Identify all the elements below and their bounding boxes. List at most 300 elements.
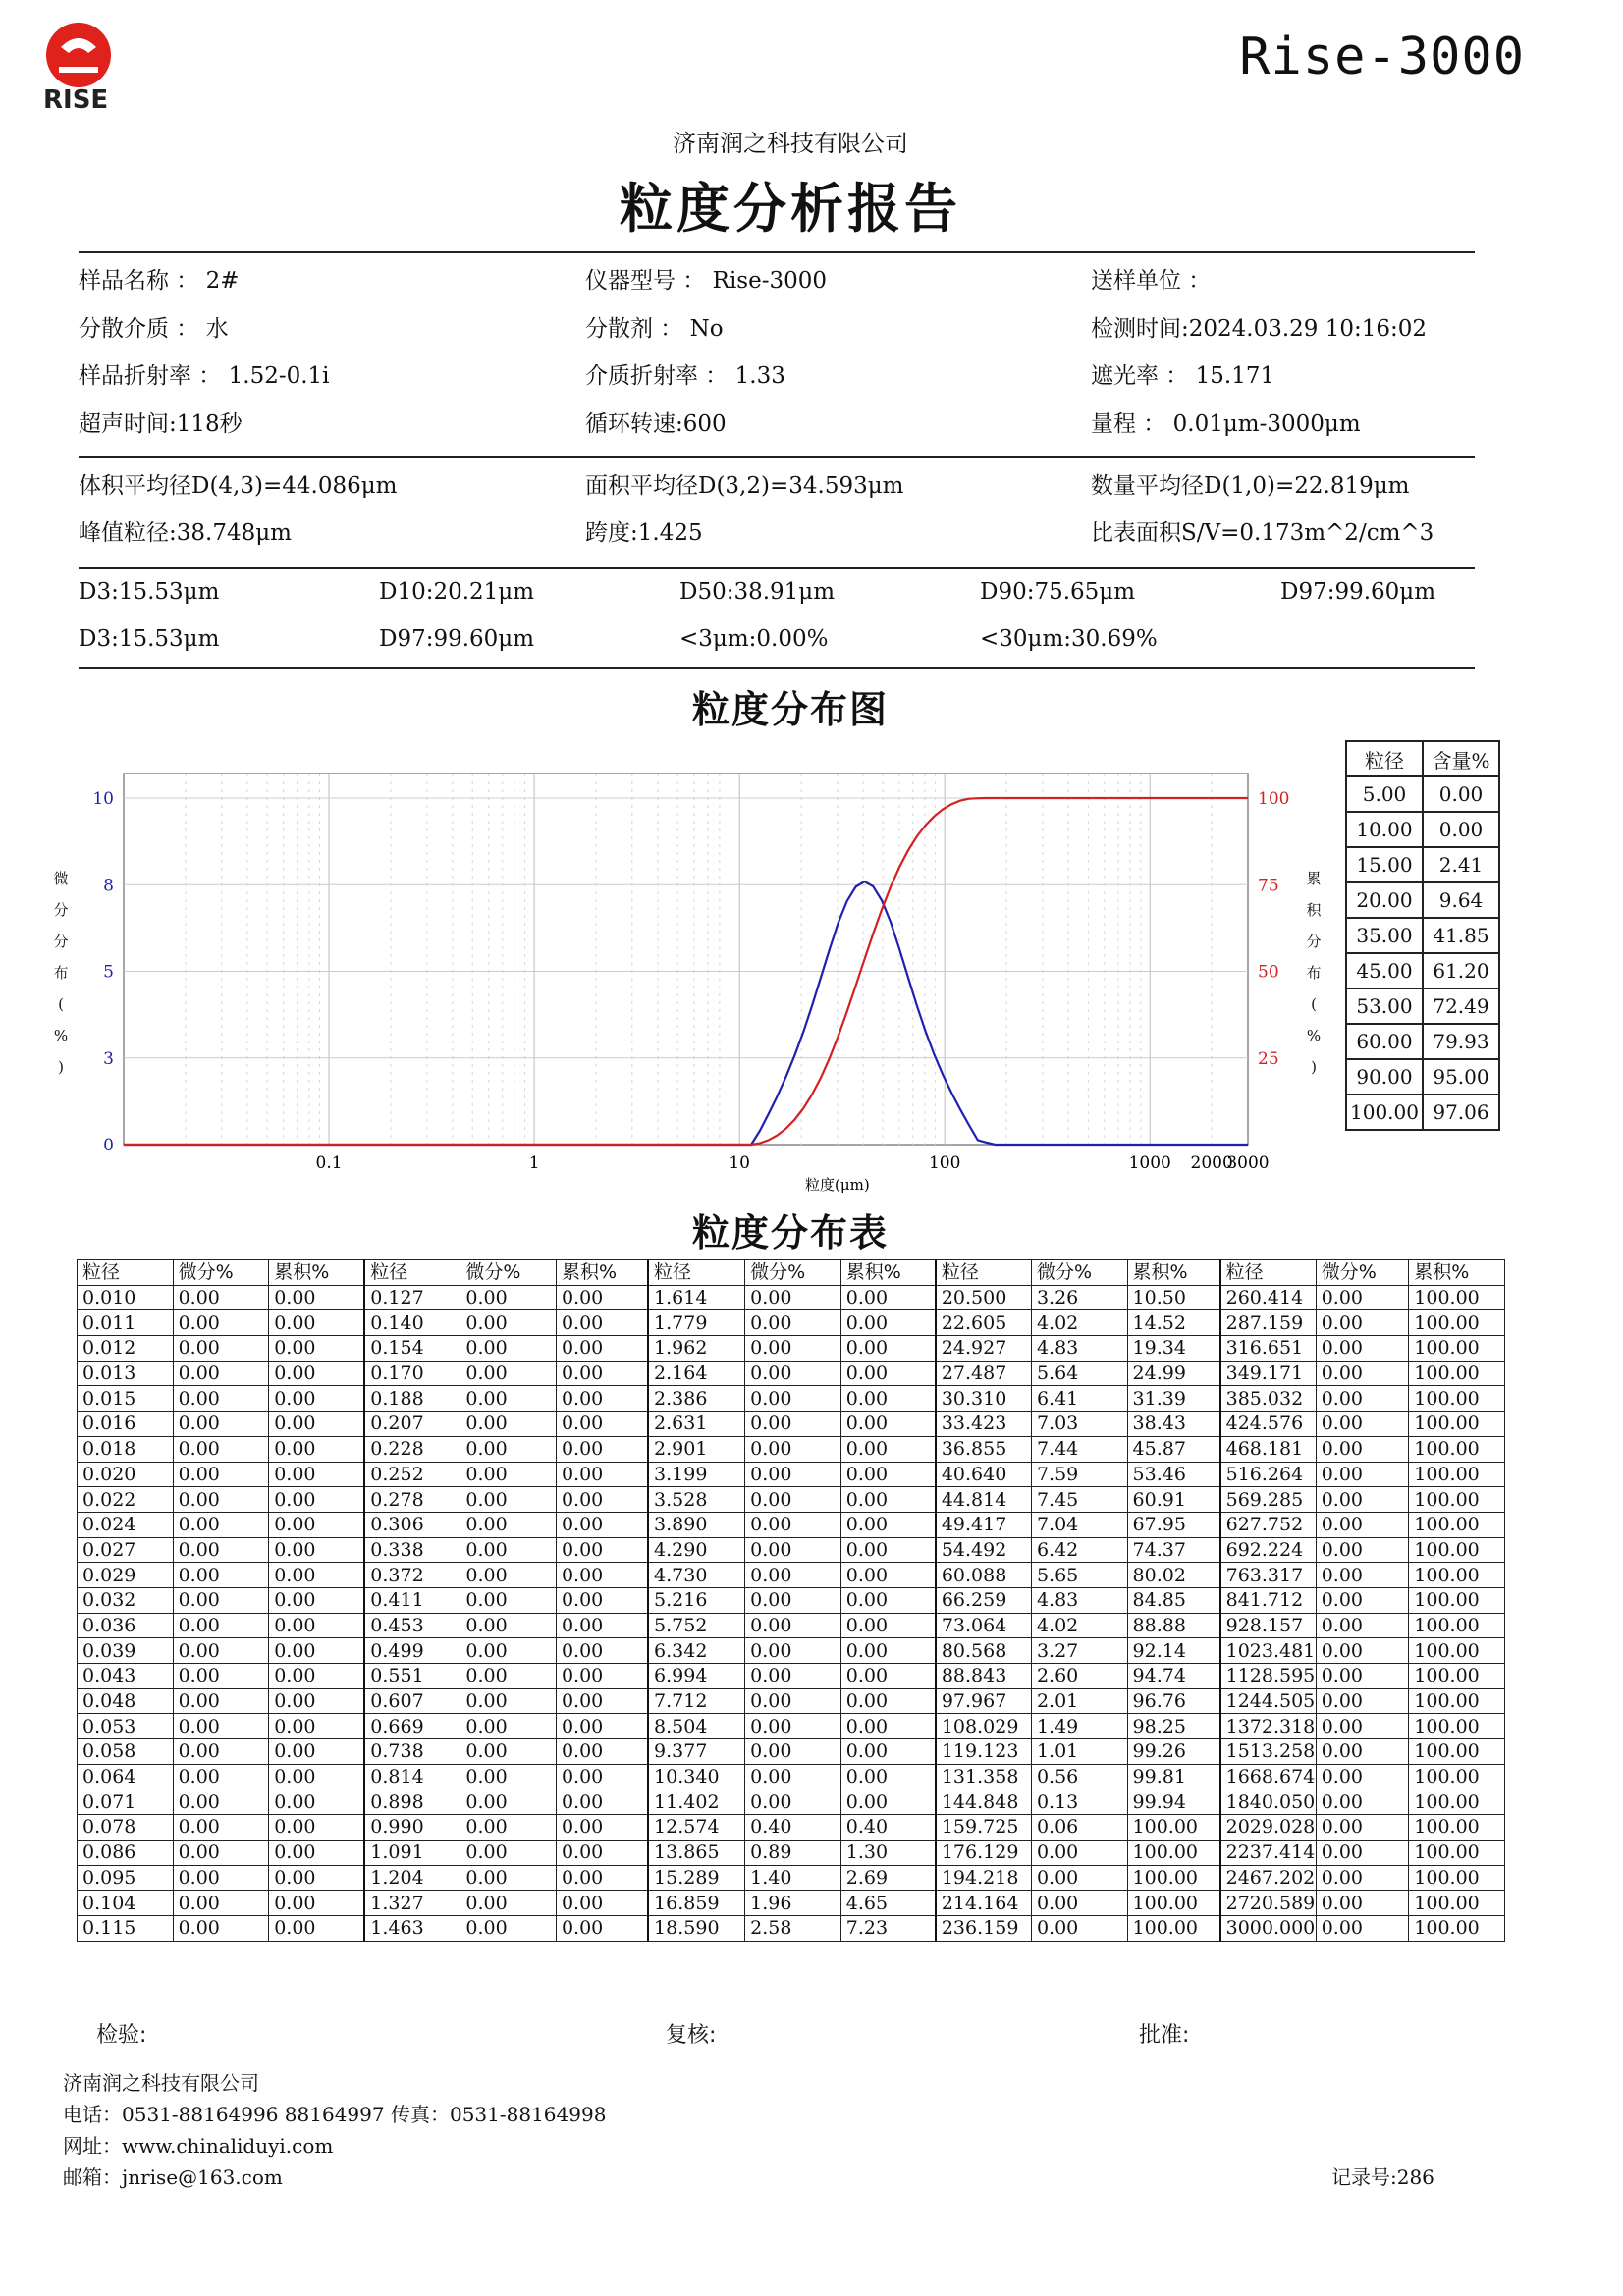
dist-cell: 0.228 (364, 1436, 460, 1462)
dist-cell: 60.91 (1127, 1487, 1220, 1513)
dist-cell: 99.26 (1127, 1739, 1220, 1765)
dist-cell: 0.127 (364, 1285, 460, 1310)
dist-cell: 0.551 (364, 1664, 460, 1689)
dist-cell: 0.00 (1316, 1462, 1409, 1487)
dist-cell: 0.00 (269, 1412, 365, 1437)
dist-cell: 44.814 (936, 1487, 1032, 1513)
side-content-cell: 41.85 (1423, 918, 1499, 953)
divider (79, 567, 1475, 569)
side-content-cell: 97.06 (1423, 1095, 1499, 1130)
side-size-cell: 5.00 (1346, 776, 1423, 812)
info-field: 分散介质 ： 水 (79, 315, 229, 342)
dist-cell: 0.048 (78, 1688, 174, 1714)
side-size-cell: 45.00 (1346, 953, 1423, 988)
footer-website: 网址：www.chinaliduyi.com (63, 2134, 334, 2158)
dist-cell: 2237.414 (1220, 1840, 1317, 1865)
dist-cell: 1.01 (1031, 1739, 1127, 1765)
dist-cell: 0.00 (173, 1537, 269, 1563)
dist-cell: 0.00 (460, 1563, 557, 1588)
side-content-cell: 61.20 (1423, 953, 1499, 988)
dist-cell: 88.88 (1127, 1613, 1220, 1638)
side-row (1346, 1059, 1499, 1095)
dist-cell: 0.00 (840, 1285, 936, 1310)
side-row (1346, 812, 1499, 847)
table-row (78, 1537, 1505, 1563)
dist-cell: 349.171 (1220, 1361, 1317, 1386)
dist-cell: 0.00 (269, 1664, 365, 1689)
dist-cell: 4.83 (1031, 1336, 1127, 1362)
dist-cell: 0.00 (1316, 1512, 1409, 1537)
dist-header-cell: 累积% (269, 1260, 365, 1286)
dist-cell: 0.00 (1316, 1386, 1409, 1412)
dist-cell: 13.865 (648, 1840, 745, 1865)
side-row (1346, 882, 1499, 918)
dist-cell: 0.00 (1031, 1865, 1127, 1891)
dist-cell: 0.00 (745, 1739, 841, 1765)
dist-cell: 0.207 (364, 1412, 460, 1437)
dist-cell: 100.00 (1409, 1915, 1505, 1941)
side-content-cell: 72.49 (1423, 988, 1499, 1024)
distribution-chart (39, 746, 1322, 1198)
dist-cell: 100.00 (1409, 1310, 1505, 1336)
dist-cell: 3.27 (1031, 1638, 1127, 1664)
dist-cell: 1668.674 (1220, 1764, 1317, 1789)
dist-cell: 0.40 (745, 1815, 841, 1841)
d-value-field: D90:75.65μm (980, 579, 1136, 605)
dist-cell: 4.02 (1031, 1310, 1127, 1336)
dist-cell: 0.00 (1316, 1865, 1409, 1891)
side-content-cell: 2.41 (1423, 847, 1499, 882)
dist-cell: 0.00 (840, 1739, 936, 1765)
y-left-tick-label: 10 (92, 789, 114, 809)
dist-cell: 6.41 (1031, 1386, 1127, 1412)
dist-cell: 0.00 (269, 1891, 365, 1916)
dist-cell: 100.00 (1409, 1285, 1505, 1310)
side-content-cell: 79.93 (1423, 1024, 1499, 1059)
table-row (78, 1512, 1505, 1537)
dist-cell: 100.00 (1409, 1436, 1505, 1462)
side-size-cell: 60.00 (1346, 1024, 1423, 1059)
dist-cell: 0.170 (364, 1361, 460, 1386)
dist-cell: 0.00 (1316, 1361, 1409, 1386)
dist-cell: 0.00 (556, 1285, 648, 1310)
company-name: 济南润之科技有限公司 (673, 130, 908, 157)
dist-cell: 0.00 (460, 1739, 557, 1765)
dist-cell: 0.154 (364, 1336, 460, 1362)
dist-cell: 92.14 (1127, 1638, 1220, 1664)
dist-cell: 0.00 (1316, 1487, 1409, 1513)
dist-cell: 0.00 (556, 1487, 648, 1513)
table-row (78, 1336, 1505, 1362)
dist-cell: 0.00 (173, 1915, 269, 1941)
info-field: 遮光率 ： 15.171 (1091, 363, 1275, 389)
table-row (78, 1613, 1505, 1638)
y-left-tick-label: 3 (103, 1048, 114, 1069)
table-row (78, 1840, 1505, 1865)
dist-header-cell: 累积% (840, 1260, 936, 1286)
dist-cell: 2.901 (648, 1436, 745, 1462)
dist-cell: 692.224 (1220, 1537, 1317, 1563)
dist-cell: 0.00 (1316, 1638, 1409, 1664)
dist-cell: 2.58 (745, 1915, 841, 1941)
info-field: 样品折射率 ： 1.52-0.1i (79, 363, 330, 389)
report-title: 粒度分析报告 (620, 178, 961, 240)
dist-cell: 5.65 (1031, 1563, 1127, 1588)
dist-header-cell: 微分% (460, 1260, 557, 1286)
dist-cell: 0.00 (556, 1688, 648, 1714)
dist-cell: 0.00 (745, 1789, 841, 1815)
side-header-content: 含量% (1423, 741, 1499, 776)
side-size-cell: 35.00 (1346, 918, 1423, 953)
dist-cell: 0.188 (364, 1386, 460, 1412)
side-row (1346, 847, 1499, 882)
dist-cell: 0.00 (173, 1613, 269, 1638)
dist-cell: 9.377 (648, 1739, 745, 1765)
dist-cell: 0.00 (1316, 1436, 1409, 1462)
info-field: 送样单位 ： (1091, 268, 1212, 294)
review-signature: 复核: (666, 2023, 717, 2048)
dist-cell: 0.00 (173, 1688, 269, 1714)
dist-cell: 100.00 (1409, 1739, 1505, 1765)
distribution-table (77, 1259, 1505, 1942)
table-row (78, 1563, 1505, 1588)
dist-header-cell: 粒径 (1220, 1260, 1317, 1286)
info-field: 超声时间:118秒 (79, 410, 243, 437)
dist-cell: 100.00 (1409, 1789, 1505, 1815)
dist-cell: 10.340 (648, 1764, 745, 1789)
dist-cell: 0.00 (460, 1865, 557, 1891)
dist-cell: 100.00 (1409, 1638, 1505, 1664)
dist-cell: 15.289 (648, 1865, 745, 1891)
dist-cell: 0.00 (745, 1285, 841, 1310)
dist-cell: 0.00 (173, 1487, 269, 1513)
dist-cell: 0.00 (1031, 1840, 1127, 1865)
dist-cell: 0.00 (556, 1739, 648, 1765)
dist-cell: 33.423 (936, 1412, 1032, 1437)
dist-cell: 100.00 (1409, 1386, 1505, 1412)
dist-cell: 0.06 (1031, 1815, 1127, 1841)
side-row (1346, 776, 1499, 812)
dist-cell: 0.00 (173, 1386, 269, 1412)
dist-cell: 2.164 (648, 1361, 745, 1386)
dist-cell: 0.00 (460, 1412, 557, 1437)
dist-cell: 0.00 (460, 1840, 557, 1865)
dist-cell: 0.00 (745, 1412, 841, 1437)
dist-cell: 7.712 (648, 1688, 745, 1714)
dist-cell: 0.00 (269, 1310, 365, 1336)
dist-cell: 0.036 (78, 1613, 174, 1638)
dist-cell: 0.00 (745, 1462, 841, 1487)
table-row (78, 1587, 1505, 1613)
dist-cell: 0.018 (78, 1436, 174, 1462)
d-value-field: D3:15.53μm (79, 626, 220, 652)
dist-cell: 27.487 (936, 1361, 1032, 1386)
y-right-tick-label: 50 (1258, 962, 1279, 983)
dist-cell: 0.00 (745, 1688, 841, 1714)
table-row (78, 1764, 1505, 1789)
dist-cell: 260.414 (1220, 1285, 1317, 1310)
dist-cell: 0.372 (364, 1563, 460, 1588)
table-row (78, 1436, 1505, 1462)
dist-cell: 100.00 (1409, 1512, 1505, 1537)
dist-cell: 0.00 (269, 1840, 365, 1865)
dist-cell: 0.140 (364, 1310, 460, 1336)
dist-cell: 0.00 (840, 1688, 936, 1714)
average-field: 峰值粒径:38.748μm (79, 520, 292, 546)
plot-frame (124, 774, 1248, 1145)
dist-cell: 0.00 (556, 1310, 648, 1336)
dist-cell: 2720.589 (1220, 1891, 1317, 1916)
dist-cell: 24.927 (936, 1336, 1032, 1362)
table-row (78, 1891, 1505, 1916)
dist-cell: 100.00 (1409, 1462, 1505, 1487)
dist-cell: 1.204 (364, 1865, 460, 1891)
dist-cell: 0.00 (1316, 1891, 1409, 1916)
dist-cell: 0.00 (745, 1512, 841, 1537)
dist-cell: 0.00 (173, 1587, 269, 1613)
side-size-cell: 90.00 (1346, 1059, 1423, 1095)
dist-cell: 0.00 (1316, 1714, 1409, 1739)
dist-cell: 0.00 (269, 1915, 365, 1941)
dist-cell: 0.00 (556, 1462, 648, 1487)
dist-cell: 0.00 (460, 1512, 557, 1537)
dist-cell: 100.00 (1127, 1865, 1220, 1891)
dist-cell: 73.064 (936, 1613, 1032, 1638)
divider (79, 456, 1475, 458)
dist-cell: 1372.318 (1220, 1714, 1317, 1739)
dist-cell: 5.752 (648, 1613, 745, 1638)
dist-cell: 100.00 (1409, 1587, 1505, 1613)
dist-cell: 4.83 (1031, 1587, 1127, 1613)
dist-cell: 0.00 (173, 1764, 269, 1789)
dist-cell: 1840.050 (1220, 1789, 1317, 1815)
dist-cell: 0.00 (1316, 1688, 1409, 1714)
dist-cell: 1.091 (364, 1840, 460, 1865)
dist-cell: 0.00 (745, 1764, 841, 1789)
dist-cell: 0.00 (269, 1386, 365, 1412)
dist-cell: 0.00 (840, 1462, 936, 1487)
dist-cell: 11.402 (648, 1789, 745, 1815)
dist-cell: 0.00 (556, 1915, 648, 1941)
dist-cell: 100.00 (1127, 1840, 1220, 1865)
dist-cell: 1.962 (648, 1336, 745, 1362)
dist-cell: 0.00 (460, 1688, 557, 1714)
dist-cell: 20.500 (936, 1285, 1032, 1310)
dist-header-cell: 微分% (1031, 1260, 1127, 1286)
dist-cell: 0.078 (78, 1815, 174, 1841)
x-tick-label: 1 (528, 1153, 540, 1173)
dist-cell: 0.095 (78, 1865, 174, 1891)
dist-cell: 0.00 (269, 1487, 365, 1513)
info-field: 样品名称 ： 2# (79, 268, 240, 294)
d-value-field: D50:38.91μm (679, 579, 836, 605)
dist-cell: 0.053 (78, 1714, 174, 1739)
dist-cell: 468.181 (1220, 1436, 1317, 1462)
dist-cell: 0.013 (78, 1361, 174, 1386)
dist-cell: 0.00 (1316, 1587, 1409, 1613)
dist-cell: 0.016 (78, 1412, 174, 1437)
info-field: 仪器型号 ： Rise-3000 (585, 268, 828, 294)
dist-cell: 2.69 (840, 1865, 936, 1891)
dist-cell: 2467.202 (1220, 1865, 1317, 1891)
dist-cell: 0.278 (364, 1487, 460, 1513)
dist-cell: 4.65 (840, 1891, 936, 1916)
dist-cell: 0.00 (556, 1412, 648, 1437)
record-number: 记录号:286 (1331, 2165, 1434, 2189)
dist-header-cell: 微分% (745, 1260, 841, 1286)
dist-cell: 84.85 (1127, 1587, 1220, 1613)
dist-cell: 0.338 (364, 1537, 460, 1563)
x-tick-label: 3000 (1226, 1153, 1270, 1173)
dist-cell: 0.00 (556, 1865, 648, 1891)
dist-cell: 0.00 (269, 1638, 365, 1664)
dist-cell: 7.03 (1031, 1412, 1127, 1437)
dist-cell: 0.00 (173, 1310, 269, 1336)
y-left-tick-label: 0 (103, 1136, 114, 1155)
dist-cell: 0.00 (460, 1487, 557, 1513)
logo-text: RISE (43, 85, 109, 115)
dist-cell: 0.00 (269, 1587, 365, 1613)
dist-cell: 100.00 (1409, 1664, 1505, 1689)
average-field: 数量平均径D(1,0)=22.819μm (1091, 473, 1410, 499)
dist-cell: 0.00 (556, 1714, 648, 1739)
side-header-size: 粒径 (1346, 741, 1423, 776)
table-row (78, 1412, 1505, 1437)
instrument-model: Rise-3000 (1239, 27, 1525, 86)
dist-cell: 12.574 (648, 1815, 745, 1841)
dist-cell: 36.855 (936, 1436, 1032, 1462)
d-value-field: D10:20.21μm (379, 579, 535, 605)
dist-cell: 19.34 (1127, 1336, 1220, 1362)
dist-cell: 569.285 (1220, 1487, 1317, 1513)
dist-cell: 7.45 (1031, 1487, 1127, 1513)
side-size-cell: 53.00 (1346, 988, 1423, 1024)
dist-cell: 1023.481 (1220, 1638, 1317, 1664)
y-right-axis-label: 累积分布( % ) (1306, 870, 1322, 1076)
dist-cell: 0.00 (840, 1336, 936, 1362)
dist-cell: 0.607 (364, 1688, 460, 1714)
dist-cell: 40.640 (936, 1462, 1032, 1487)
dist-cell: 6.42 (1031, 1537, 1127, 1563)
table-row (78, 1915, 1505, 1941)
side-content-cell: 9.64 (1423, 882, 1499, 918)
table-row (78, 1739, 1505, 1765)
side-row (1346, 918, 1499, 953)
dist-cell: 0.058 (78, 1739, 174, 1765)
d-value-field: <3μm:0.00% (679, 626, 829, 652)
dist-cell: 1.327 (364, 1891, 460, 1916)
dist-cell: 0.00 (460, 1764, 557, 1789)
dist-cell: 0.00 (1316, 1613, 1409, 1638)
dist-cell: 38.43 (1127, 1412, 1220, 1437)
dist-cell: 49.417 (936, 1512, 1032, 1537)
table-row (78, 1361, 1505, 1386)
x-tick-label: 2000 (1190, 1153, 1233, 1173)
dist-cell: 0.00 (460, 1664, 557, 1689)
dist-cell: 0.00 (840, 1310, 936, 1336)
side-size-cell: 100.00 (1346, 1095, 1423, 1130)
dist-cell: 0.00 (1316, 1412, 1409, 1437)
info-field: 介质折射率 ： 1.33 (585, 363, 785, 389)
dist-cell: 0.00 (269, 1436, 365, 1462)
side-size-cell: 15.00 (1346, 847, 1423, 882)
x-axis-label: 粒度(μm) (805, 1176, 870, 1194)
side-content-cell: 0.00 (1423, 776, 1499, 812)
dist-cell: 0.00 (269, 1764, 365, 1789)
dist-cell: 100.00 (1409, 1361, 1505, 1386)
dist-cell: 0.00 (460, 1915, 557, 1941)
y-left-tick-label: 8 (103, 876, 114, 896)
dist-cell: 1513.258 (1220, 1739, 1317, 1765)
table-row (78, 1865, 1505, 1891)
dist-cell: 1.49 (1031, 1714, 1127, 1739)
dist-cell: 7.04 (1031, 1512, 1127, 1537)
y-right-tick-label: 100 (1258, 789, 1290, 809)
dist-cell: 0.00 (840, 1386, 936, 1412)
table-row (78, 1714, 1505, 1739)
dist-cell: 0.00 (556, 1664, 648, 1689)
dist-cell: 0.00 (556, 1587, 648, 1613)
dist-cell: 100.00 (1409, 1537, 1505, 1563)
side-row (1346, 988, 1499, 1024)
dist-cell: 0.00 (460, 1891, 557, 1916)
dist-cell: 236.159 (936, 1915, 1032, 1941)
dist-cell: 0.00 (460, 1789, 557, 1815)
dist-cell: 0.012 (78, 1336, 174, 1362)
dist-cell: 0.022 (78, 1487, 174, 1513)
dist-cell: 7.44 (1031, 1436, 1127, 1462)
dist-header-cell: 粒径 (936, 1260, 1032, 1286)
dist-cell: 0.00 (556, 1891, 648, 1916)
average-field: 比表面积S/V=0.173m^2/cm^3 (1091, 520, 1434, 546)
dist-cell: 100.00 (1409, 1412, 1505, 1437)
dist-cell: 0.029 (78, 1563, 174, 1588)
table-row (78, 1386, 1505, 1412)
dist-cell: 0.00 (460, 1462, 557, 1487)
dist-cell: 100.00 (1409, 1840, 1505, 1865)
dist-cell: 100.00 (1127, 1891, 1220, 1916)
x-tick-label: 100 (928, 1153, 961, 1173)
d-value-field: D97:99.60μm (379, 626, 535, 652)
dist-cell: 0.453 (364, 1613, 460, 1638)
dist-cell: 88.843 (936, 1664, 1032, 1689)
dist-cell: 0.00 (173, 1412, 269, 1437)
dist-cell: 516.264 (1220, 1462, 1317, 1487)
dist-cell: 31.39 (1127, 1386, 1220, 1412)
dist-cell: 100.00 (1409, 1613, 1505, 1638)
info-field: 检测时间:2024.03.29 10:16:02 (1091, 315, 1428, 342)
dist-cell: 98.25 (1127, 1714, 1220, 1739)
x-tick-label: 0.1 (315, 1153, 343, 1173)
dist-cell: 2.60 (1031, 1664, 1127, 1689)
dist-cell: 0.00 (1316, 1789, 1409, 1815)
dist-cell: 0.00 (269, 1563, 365, 1588)
info-field: 量程 ： 0.01μm-3000μm (1091, 410, 1361, 437)
dist-cell: 1244.505 (1220, 1688, 1317, 1714)
dist-cell: 0.00 (840, 1487, 936, 1513)
dist-cell: 214.164 (936, 1891, 1032, 1916)
dist-cell: 18.590 (648, 1915, 745, 1941)
dist-cell: 0.00 (173, 1336, 269, 1362)
dist-cell: 0.00 (556, 1436, 648, 1462)
dist-cell: 119.123 (936, 1739, 1032, 1765)
side-content-cell: 95.00 (1423, 1059, 1499, 1095)
info-field: 分散剂 ： No (585, 315, 724, 342)
dist-cell: 7.59 (1031, 1462, 1127, 1487)
dist-cell: 5.216 (648, 1587, 745, 1613)
dist-cell: 0.00 (269, 1865, 365, 1891)
dist-cell: 100.00 (1409, 1815, 1505, 1841)
